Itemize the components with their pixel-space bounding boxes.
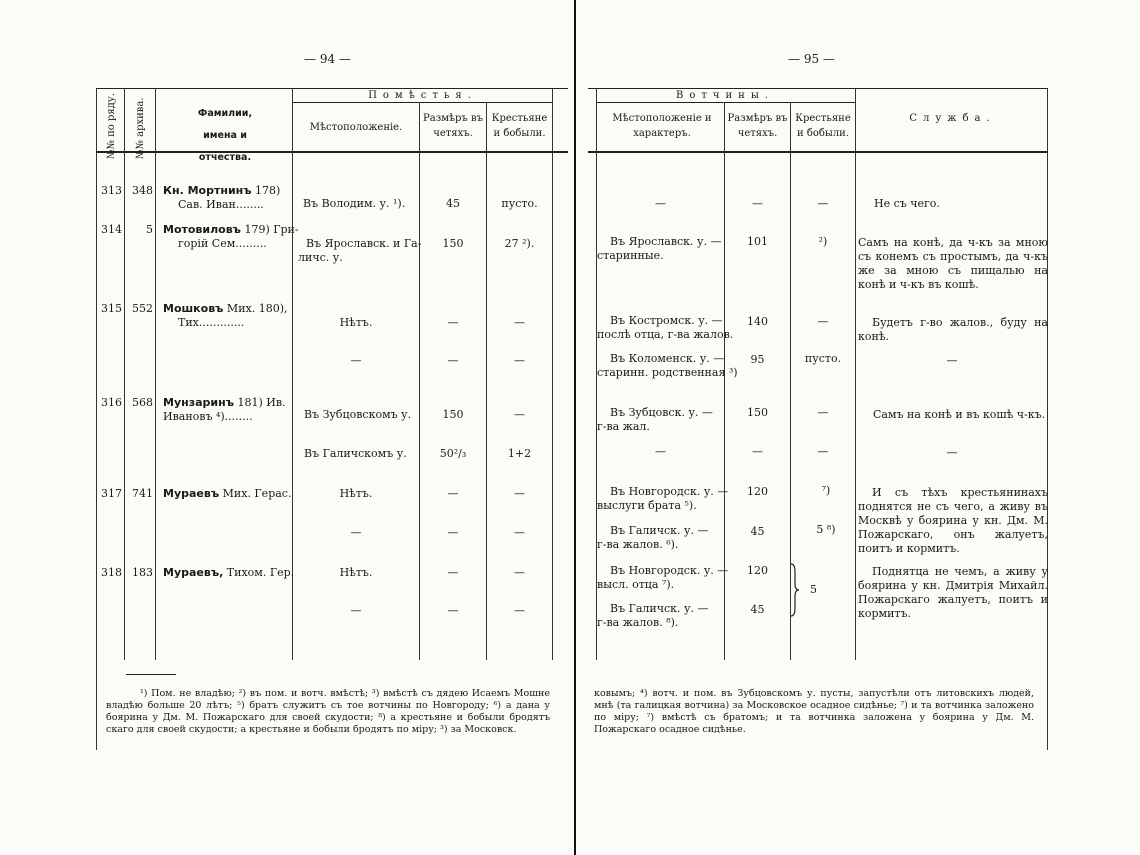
header-name: Фамилии, имена и отчества. [197,108,253,163]
header-peasants: Крестьяне и бобыли. [491,113,548,139]
archive-no: 348 [132,184,153,197]
archive-no: 568 [132,396,153,409]
service-text: Самъ на конѣ и въ кошѣ ч-къ. [873,408,1046,421]
votchina-location-line2: послѣ отца, г-ва жалов. [597,328,734,341]
header-row-no: №№ по ряду. [106,93,117,159]
pomestye-size: — [447,487,459,500]
row-no: 318 [101,566,122,579]
header-location: Мѣстоположеніе. [309,122,403,133]
pomestye-location: Въ Ярославск. и Га- [306,237,422,250]
vline [1047,88,1048,750]
votchina-peasants: — [817,315,829,328]
footnotes-left: ¹) Пом. не владѣю; ²) въ пом. и вотч. вмѣстѣ; ³) вмѣстѣ съ дядею Исаемъ Мошне владѣю больше 20 лѣтъ; ⁵) братъ служитъ съ тое вотчины по Новгороду; ⁶) а дана у боярина у Дм. М. Пожарскаго для своей скудости; ⁸) а крестьяне и бобыли бродятъ скаго для своей скудости; а крестьяне и бобыли бродятъ по міру; ³) за Московск. [106,688,550,735]
service-text: — [946,354,958,367]
person-name-line2: Ивановъ ⁴)........ [163,410,253,423]
votchina-location: Въ Зубцовск. у. — [610,406,713,419]
votchina-location: Въ Ярославск. у. — [610,235,722,248]
archive-no: 183 [132,566,153,579]
pomestye-size: — [447,604,459,617]
header-votchiny: Вотчины. [676,90,774,101]
header-v-location: Мѣстоположеніе и характеръ. [612,113,712,139]
votchina-size: 45 [750,525,765,538]
vline [124,88,125,660]
pomestye-peasants: — [514,316,525,329]
rule-head-right [588,151,1048,153]
service-text: Самъ на конѣ, да ч-къ за мною съ конемъ съ простымъ, да ч-къ же за мною съ пищалью на конѣ и ч-къ въ кошѣ. [858,236,1048,291]
service-text: Поднятца не чемъ, а живу у боярина у кн. Дмитрія Михайл. Пожарскаго жалуетъ, поитъ и кормитъ. [858,565,1048,620]
pomestye-peasants: — [514,566,525,579]
header-archive-no: №№ архива. [135,97,146,159]
service-text: Будетъ г-во жалов., буду на конѣ. [858,316,1048,343]
pomestye-peasants: пусто. [501,197,538,210]
row-no: 313 [101,184,122,197]
votchina-peasants: ⁷) [821,484,831,497]
book-spine [574,0,576,855]
votchina-location: Въ Новгородск. у. — [610,564,729,577]
person-name: Мураевъ Мих. Герас. [163,487,292,500]
pomestye-location-line2: личс. у. [298,251,343,264]
row-no: 317 [101,487,122,500]
votchina-location-line2: г-ва жал. [597,420,650,433]
header-size: Размѣръ въ четяхъ. [423,113,483,139]
person-name: Мошковъ Мих. 180), [163,302,288,315]
pomestye-location: — [350,354,362,367]
votchina-peasants: 5 [810,583,817,596]
votchina-location: Въ Костромск. у. — [610,314,723,327]
pomestye-location: Въ Володим. у. ¹). [303,197,406,210]
person-name-line2: Сав. Иван........ [178,198,264,211]
service-text: Не съ чего. [874,197,940,210]
header-v-peasants: Крестьяне и бобыли. [795,113,851,139]
vline [855,88,856,660]
pomestye-size: — [447,316,459,329]
votchina-size: 140 [747,315,768,328]
pomestye-location: Нѣтъ. [339,487,373,500]
votchina-peasants: — [817,406,829,419]
pomestye-peasants: 1+2 [507,447,532,460]
header-v-size: Размѣръ въ четяхъ. [727,113,788,139]
service-text: — [946,446,958,459]
service-text: И съ тѣхъ крестьянинахъ поднятся не съ чего, а живу въ Москвѣ у боярина у кн. Дм. М. Пожарскаго, онъ жалуетъ, поитъ и кормитъ. [858,486,1048,555]
votchina-size: 120 [747,485,768,498]
votchina-location: Въ Коломенск. у. — [610,352,725,365]
votchina-location: — [655,445,666,458]
vline [552,88,553,660]
votchina-location: Въ Галичск. у. — [610,602,709,615]
pomestye-size: 150 [442,408,464,421]
votchina-location-line2: старинные. [597,249,664,262]
pomestye-peasants: — [514,604,525,617]
archive-no: 5 [146,223,153,236]
votchina-location: Въ Новгородск. у. — [610,485,729,498]
votchina-size: 150 [747,406,768,419]
archive-no: 741 [132,487,153,500]
pomestye-location: Нѣтъ. [339,316,373,329]
footnote-rule [126,674,176,675]
votchina-location-line2: высл. отца ⁷). [597,578,675,591]
votchina-location-line2: старинн. родственная ³) [597,366,738,379]
votchina-location-line2: г-ва жалов. ⁶). [597,538,679,551]
pomestye-size: 150 [442,237,464,250]
votchina-peasants: 5 ⁸) [816,523,836,536]
vline [155,88,156,660]
person-name: Мотовиловъ 179) Гри- [163,223,299,236]
person-name: Кн. Мортнинъ 178) [163,184,281,197]
votchina-location: Въ Галичск. у. — [610,524,709,537]
votchina-size: 45 [750,603,765,616]
person-name-line2: Тих............. [178,316,245,329]
votchina-size: 101 [747,235,768,248]
brace-icon [788,562,802,618]
votchina-peasants: ²) [818,235,828,248]
pomestye-size: 50²/₃ [439,447,467,460]
row-no: 314 [101,223,122,236]
pomestye-peasants: — [514,487,525,500]
votchina-peasants: — [817,197,829,210]
pomestye-location: Въ Зубцовскомъ у. [304,408,412,421]
pomestye-peasants: 27 ²). [504,237,535,250]
pomestye-location: Въ Галичскомъ у. [304,447,407,460]
pomestye-peasants: — [514,526,525,539]
votchina-size: — [752,445,763,458]
pomestye-size: 45 [446,197,460,210]
votchina-peasants: пусто. [804,352,842,365]
person-name: Мунзаринъ 181) Ив. [163,396,286,409]
person-name-line2: горій Сем......... [178,237,267,250]
votchina-size: 120 [747,564,768,577]
header-service: Служба. [909,113,996,124]
votchina-location: — [655,197,666,210]
pomestye-location: — [350,604,362,617]
archive-no: 552 [132,302,153,315]
votchina-size: — [752,197,763,210]
pomestye-peasants: — [514,354,525,367]
person-name: Мураевъ, Тихом. Гер. [163,566,295,579]
votchina-size: 95 [750,353,765,366]
vline [96,88,97,750]
votchina-peasants: — [817,445,829,458]
page-number-left: — 94 — [304,52,351,66]
pomestye-location: Нѣтъ. [339,566,373,579]
pomestye-size: — [447,354,459,367]
votchina-location-line2: г-ва жалов. ⁸). [597,616,679,629]
pomestye-peasants: — [514,408,525,421]
pomestye-size: — [447,526,459,539]
row-no: 316 [101,396,122,409]
votchina-location-line2: выслуги брата ⁵). [597,499,697,512]
pomestye-size: — [447,566,459,579]
footnotes-right: ковымъ; ⁴) вотч. и пом. въ Зубцовскомъ у. пусты, запустѣли отъ литовскихъ людей, мнѣ (та галицкая вотчина) за Московское осадное сидѣнье; ⁷) и та вотчинка заложено по міру; ⁷) вмѣстѣ съ братомъ; и та вотчинка заложена у боярина у Дм. М. Пожарскаго осадное сидѣнье. [594,688,1034,735]
pomestye-location: — [350,526,362,539]
header-pomestya: Помѣстья. [368,90,477,101]
page-number-right: — 95 — [788,52,835,66]
rule-head-left [96,151,568,153]
row-no: 315 [101,302,122,315]
